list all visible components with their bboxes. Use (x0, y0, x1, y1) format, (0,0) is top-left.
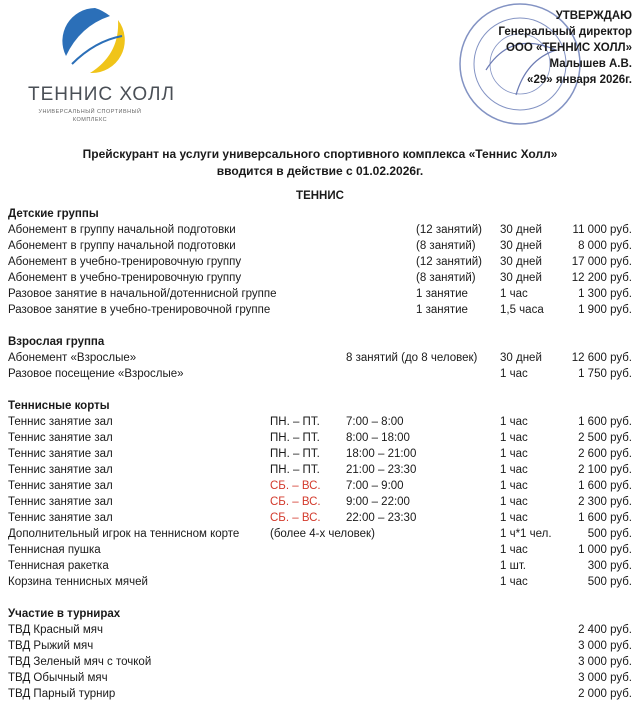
service-time: 22:00 – 23:30 (346, 512, 417, 524)
company-logo (20, 6, 175, 124)
logo-title: ТЕННИС ХОЛЛ (28, 84, 175, 105)
service-duration: 30 дней (500, 256, 542, 268)
service-name: Дополнительный игрок на теннисном корте (8, 528, 240, 540)
service-duration: 1 час (500, 368, 528, 380)
service-price: 1 600 руб. (578, 416, 632, 428)
logo-subtitle (20, 108, 160, 124)
table-row (8, 414, 632, 430)
service-duration: 1 час (500, 464, 528, 476)
service-name: Теннис занятие зал (8, 416, 113, 428)
table-row (8, 366, 632, 382)
spacer (8, 590, 632, 606)
table-row (8, 574, 632, 590)
service-price: 17 000 руб. (571, 256, 632, 268)
service-name: Теннис занятие зал (8, 464, 113, 476)
spacer (8, 318, 632, 334)
service-name: Теннис занятие зал (8, 448, 113, 460)
service-price: 12 200 руб. (571, 272, 632, 284)
service-price: 1 600 руб. (578, 480, 632, 492)
service-duration: 1 ч*1 чел. (500, 528, 552, 540)
service-name: Абонемент в учебно-тренировочную группу (8, 256, 242, 268)
service-time: 21:00 – 23:30 (346, 464, 417, 476)
service-duration: 1 час (500, 544, 528, 556)
table-row (8, 222, 632, 238)
service-days: СБ. – ВС. (270, 496, 321, 508)
service-duration: 30 дней (500, 272, 542, 284)
table-row (8, 510, 632, 526)
service-name: Теннис занятие зал (8, 496, 113, 508)
service-price: 2 000 руб. (578, 688, 632, 700)
service-duration: 1,5 часа (500, 304, 544, 316)
service-price: 1 900 руб. (578, 304, 632, 316)
service-note: (8 занятий) (416, 240, 476, 252)
service-price: 8 000 руб. (578, 240, 632, 252)
service-duration: 1 час (500, 480, 528, 492)
service-name: Разовое занятие в начальной/дотеннисной группе (8, 288, 277, 300)
service-note: (12 занятий) (416, 256, 483, 268)
logo-subtitle-line: УНИВЕРСАЛЬНЫЙ СПОРТИВНЫЙ (38, 109, 142, 115)
group-title: Взрослая группа (8, 336, 105, 348)
service-note: 1 занятие (416, 304, 468, 316)
service-name: Теннис занятие зал (8, 432, 113, 444)
service-price: 2 500 руб. (578, 432, 632, 444)
service-days: ПН. – ПТ. (270, 416, 320, 428)
table-row (8, 686, 632, 702)
service-duration: 1 час (500, 512, 528, 524)
service-name: Корзина теннисных мячей (8, 576, 148, 588)
service-price: 11 000 руб. (572, 224, 632, 236)
service-note: (более 4-х человек) (270, 528, 375, 540)
table-row (8, 430, 632, 446)
service-time: 7:00 – 8:00 (346, 416, 404, 428)
table-row (8, 270, 632, 286)
service-name: Абонемент в группу начальной подготовки (8, 240, 236, 252)
group-title: Теннисные корты (8, 400, 110, 412)
approval-line: Генеральный директор (498, 26, 632, 38)
service-name: ТВД Обычный мяч (8, 672, 108, 684)
approval-line: Малышев А.В. (549, 58, 632, 70)
table-row (8, 654, 632, 670)
service-duration: 1 час (500, 496, 528, 508)
service-price: 1 600 руб. (578, 512, 632, 524)
service-time: 8:00 – 18:00 (346, 432, 410, 444)
service-time: 18:00 – 21:00 (346, 448, 417, 460)
service-name: Абонемент в группу начальной подготовки (8, 224, 236, 236)
table-row (8, 254, 632, 270)
service-days: ПН. – ПТ. (270, 464, 320, 476)
table-row (8, 526, 632, 542)
table-row (8, 238, 632, 254)
service-price: 500 руб. (587, 528, 632, 540)
tennis-ball-logo-icon (60, 6, 130, 76)
service-name: ТВД Рыжий мяч (8, 640, 94, 652)
table-row (8, 478, 632, 494)
service-duration: 30 дней (500, 352, 542, 364)
approval-line: УТВЕРЖДАЮ (555, 10, 632, 22)
service-note: 8 занятий (до 8 человек) (346, 352, 478, 364)
spacer (8, 382, 632, 398)
group-title: Участие в турнирах (8, 608, 121, 620)
service-price: 2 400 руб. (578, 624, 632, 636)
heading-line: вводится в действие с 01.02.2026г. (216, 164, 424, 178)
service-price: 1 000 руб. (578, 544, 632, 556)
service-duration: 1 шт. (500, 560, 527, 572)
service-name: ТВД Красный мяч (8, 624, 104, 636)
service-price: 2 100 руб. (578, 464, 632, 476)
service-name: ТВД Парный турнир (8, 688, 116, 700)
service-time: 7:00 – 9:00 (346, 480, 404, 492)
approval-block (498, 8, 632, 88)
service-days: СБ. – ВС. (270, 480, 321, 492)
table-row (8, 286, 632, 302)
table-row (8, 622, 632, 638)
table-row (8, 542, 632, 558)
service-name: Теннис занятие зал (8, 480, 113, 492)
table-row (8, 462, 632, 478)
table-row (8, 670, 632, 686)
service-name: Теннисная ракетка (8, 560, 109, 572)
table-row (8, 558, 632, 574)
service-price: 12 600 руб. (571, 352, 632, 364)
table-row (8, 446, 632, 462)
service-name: Разовое занятие в учебно-тренировочной группе (8, 304, 271, 316)
section-title: ТЕННИС (296, 190, 344, 202)
service-days: ПН. – ПТ. (270, 432, 320, 444)
service-price: 2 600 руб. (578, 448, 632, 460)
group-title: Детские группы (8, 208, 99, 220)
service-price: 500 руб. (587, 576, 632, 588)
service-note: (12 занятий) (416, 224, 483, 236)
service-name: ТВД Зеленый мяч с точкой (8, 656, 152, 668)
price-table (8, 206, 632, 702)
service-name: Абонемент «Взрослые» (8, 352, 137, 364)
service-days: СБ. – ВС. (270, 512, 321, 524)
heading-line: Прейскурант на услуги универсального спортивного комплекса «Теннис Холл» (82, 147, 558, 161)
table-row (8, 350, 632, 366)
service-time: 9:00 – 22:00 (346, 496, 410, 508)
approval-line: ООО «ТЕННИС ХОЛЛ» (505, 42, 632, 54)
service-duration: 1 час (500, 576, 528, 588)
service-duration: 30 дней (500, 240, 542, 252)
service-price: 1 300 руб. (578, 288, 632, 300)
service-price: 3 000 руб. (578, 656, 632, 668)
service-duration: 30 дней (500, 224, 542, 236)
service-price: 2 300 руб. (578, 496, 632, 508)
service-name: Абонемент в учебно-тренировочную группу (8, 272, 242, 284)
service-price: 3 000 руб. (578, 672, 632, 684)
service-duration: 1 час (500, 288, 528, 300)
service-name: Разовое посещение «Взрослые» (8, 368, 184, 380)
approval-line: «29» января 2026г. (527, 74, 632, 86)
service-note: (8 занятий) (416, 272, 476, 284)
service-name: Теннис занятие зал (8, 512, 113, 524)
price-list-heading (0, 146, 640, 180)
service-duration: 1 час (500, 448, 528, 460)
service-days: ПН. – ПТ. (270, 448, 320, 460)
service-price: 1 750 руб. (578, 368, 632, 380)
logo-subtitle-line: КОМПЛЕКС (72, 117, 108, 123)
table-row (8, 302, 632, 318)
service-duration: 1 час (500, 416, 528, 428)
service-duration: 1 час (500, 432, 528, 444)
service-price: 300 руб. (587, 560, 632, 572)
service-note: 1 занятие (416, 288, 468, 300)
table-row (8, 494, 632, 510)
table-row (8, 638, 632, 654)
service-name: Теннисная пушка (8, 544, 101, 556)
service-price: 3 000 руб. (578, 640, 632, 652)
